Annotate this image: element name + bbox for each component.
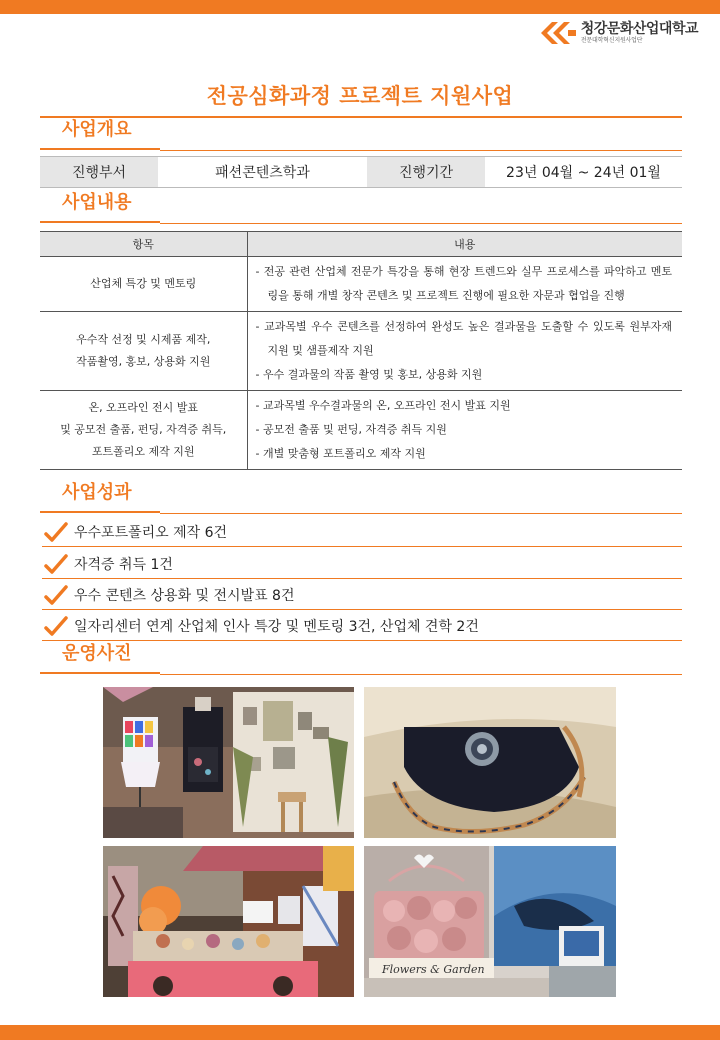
- university-logo: [538, 20, 698, 46]
- checkmark-icon: [42, 585, 70, 605]
- table-cell-item: [40, 312, 247, 391]
- table-header-item: 항목: [40, 232, 247, 257]
- table-row: [40, 312, 682, 391]
- period-value: 23년 04월 ~ 24년 01월: [506, 165, 661, 181]
- detail-line: - 개별 맞춤형 포트폴리오 제작 지원: [255, 447, 426, 460]
- item-line: 우수작 선정 및 시제품 제작,: [76, 333, 211, 346]
- section-rule-content: [160, 223, 682, 224]
- section-rule-results: [160, 513, 682, 514]
- detail-line: - 교과목별 우수결과물의 온, 오프라인 전시 발표 지원: [255, 399, 511, 412]
- table-cell-item: [40, 391, 247, 470]
- checkmark-icon: [42, 554, 70, 574]
- table-row: [40, 391, 682, 470]
- result-item: [42, 611, 682, 641]
- bottom-accent-bar: [0, 1025, 720, 1040]
- result-item: [42, 517, 682, 547]
- sign-text: Flowers & Garden: [382, 963, 485, 976]
- result-text: 일자리센터 연계 산업체 인사 특강 및 멘토링 3건, 산업체 견학 2건: [74, 618, 479, 635]
- section-title-results: 사업성과: [40, 481, 160, 513]
- result-item: [42, 580, 682, 610]
- detail-line: - 우수 결과물의 작품 촬영 및 홍보, 상용화 지원: [255, 368, 483, 381]
- detail-line: - 공모전 출품 및 펀딩, 자격증 취득 지원: [255, 423, 447, 436]
- detail-line: - 교과목별 우수 콘텐츠를 선정하여 완성도 높은 결과물을 도출할 수 있도록 원부자재 지원 및 샘플제작 지원: [255, 320, 672, 357]
- section-rule-photos: [160, 674, 682, 675]
- table-cell-detail: [247, 312, 682, 391]
- section-title-overview: 사업개요: [40, 118, 160, 150]
- top-accent-bar: [0, 0, 720, 14]
- section-title-photos: 운영사진: [40, 642, 160, 674]
- logo-mark-icon: [538, 20, 576, 46]
- content-table: [40, 231, 682, 470]
- checkmark-icon: [42, 522, 70, 542]
- item-line: 작품촬영, 홍보, 상용화 지원: [76, 355, 211, 368]
- photo-goods-cart: [103, 846, 354, 997]
- section-rule-overview: [160, 150, 682, 151]
- item-line: 산업체 특강 및 멘토링: [90, 277, 197, 290]
- table-cell-detail: [247, 391, 682, 470]
- table-cell-detail: [247, 257, 682, 312]
- checkmark-icon: [42, 616, 70, 636]
- table-row: [40, 257, 682, 312]
- result-text: 우수 콘텐츠 상용화 및 전시발표 8건: [74, 587, 295, 604]
- table-cell-item: [40, 257, 247, 312]
- dept-value: 패션콘텐츠학과: [215, 165, 310, 181]
- item-line: 및 공모전 출품, 펀딩, 자격증 취득,: [60, 423, 227, 436]
- photo-exhibition-display: [103, 687, 354, 838]
- photo-bag-product: [364, 687, 616, 838]
- result-text: 자격증 취득 1건: [74, 556, 173, 573]
- table-header-detail: 내용: [247, 232, 682, 257]
- result-item: [42, 549, 682, 579]
- section-title-content: 사업내용: [40, 191, 160, 223]
- overview-info-row: [40, 156, 682, 188]
- period-label: 진행기간: [367, 157, 485, 187]
- item-line: 온, 오프라인 전시 발표: [88, 401, 199, 414]
- detail-line: - 전공 관련 산업체 전문가 특강을 통해 현장 트렌드와 실무 프로세스를 파악하고 멘토링을 통해 개별 창작 콘텐츠 및 프로젝트 진행에 필요한 자문과 협업을 진행: [255, 265, 672, 302]
- item-line: 포트폴리오 제작 지원: [91, 445, 195, 458]
- logo-subtitle: 전문대학혁신지원사업단: [580, 37, 643, 44]
- photo-floral-bag: [364, 846, 616, 997]
- table-header-row: [40, 232, 682, 257]
- result-text: 우수포트폴리오 제작 6건: [74, 524, 228, 541]
- logo-name: 청강문화산업대학교: [580, 21, 698, 37]
- dept-label: 진행부서: [40, 157, 158, 187]
- page-title: 전공심화과정 프로젝트 지원사업: [206, 84, 514, 108]
